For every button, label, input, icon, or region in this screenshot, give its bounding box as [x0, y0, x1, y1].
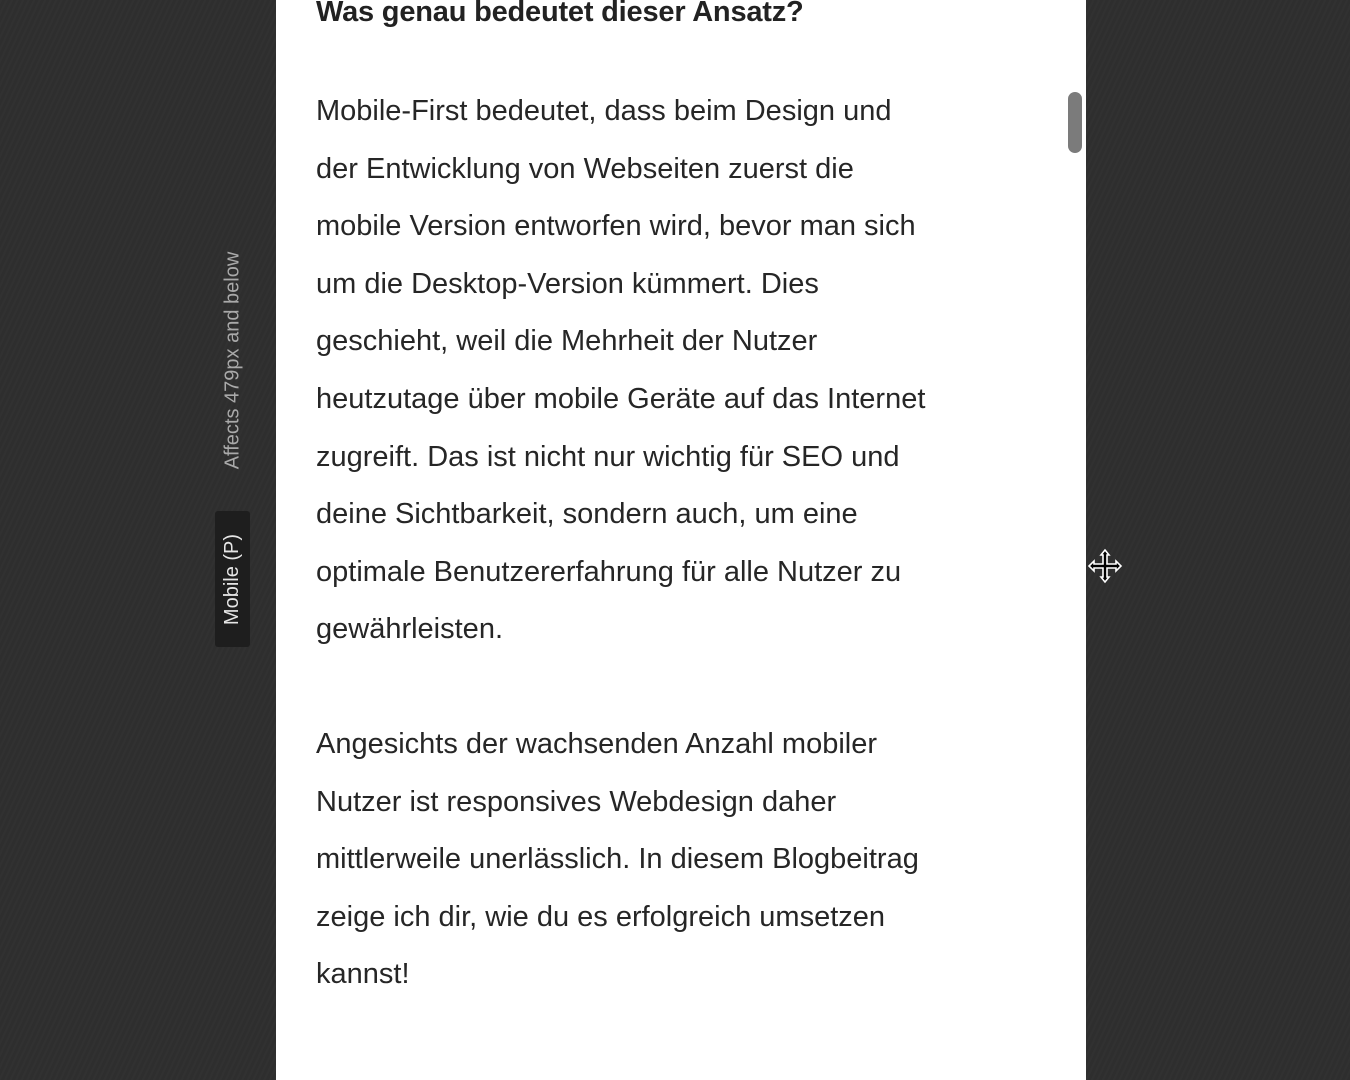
paragraph-mobile-first[interactable] [316, 83, 1046, 659]
scrollbar-thumb[interactable] [1068, 92, 1082, 153]
text-line: deine Sichtbarkeit, sondern auch, um eine [316, 498, 858, 531]
text-line: Angesichts der wachsenden Anzahl mobiler [316, 727, 877, 760]
move-cursor-icon [1087, 548, 1123, 584]
text-line: um die Desktop-Version kümmert. Dies [316, 267, 819, 300]
text-line: kannst! [316, 958, 410, 991]
paragraph-responsive-design[interactable] [316, 716, 1046, 1004]
breakpoint-affects-text: Affects 479px and below [221, 251, 244, 469]
text-line: Nutzer ist responsives Webdesign daher [316, 785, 837, 818]
section-heading[interactable]: Was genau bedeutet dieser Ansatz? [316, 0, 804, 28]
text-line: geschieht, weil die Mehrheit der Nutzer [316, 325, 818, 358]
breakpoint-indicator [215, 220, 251, 650]
page-canvas[interactable] [276, 0, 1086, 1080]
text-line: Mobile-First bedeutet, dass beim Design und [316, 95, 892, 127]
text-line: heutzutage über mobile Geräte auf das Internet [316, 382, 926, 415]
breakpoint-mode-badge[interactable]: Mobile (P) [215, 511, 250, 647]
text-line: zeige ich dir, wie du es erfolgreich umsetzen [316, 900, 886, 933]
canvas-scrollbar[interactable] [1066, 0, 1086, 1080]
text-line: zugreift. Das ist nicht nur wichtig für SEO und [316, 440, 900, 473]
article-content [316, 0, 1046, 1004]
text-line: optimale Benutzererfahrung für alle Nutzer zu [316, 555, 902, 588]
text-line: mobile Version entworfen wird, bevor man sich [316, 210, 916, 243]
text-line: der Entwicklung von Webseiten zuerst die [316, 152, 854, 185]
text-line: gewährleisten. [316, 613, 503, 646]
text-line: mittlerweile unerlässlich. In diesem Blogbeitrag [316, 843, 919, 876]
